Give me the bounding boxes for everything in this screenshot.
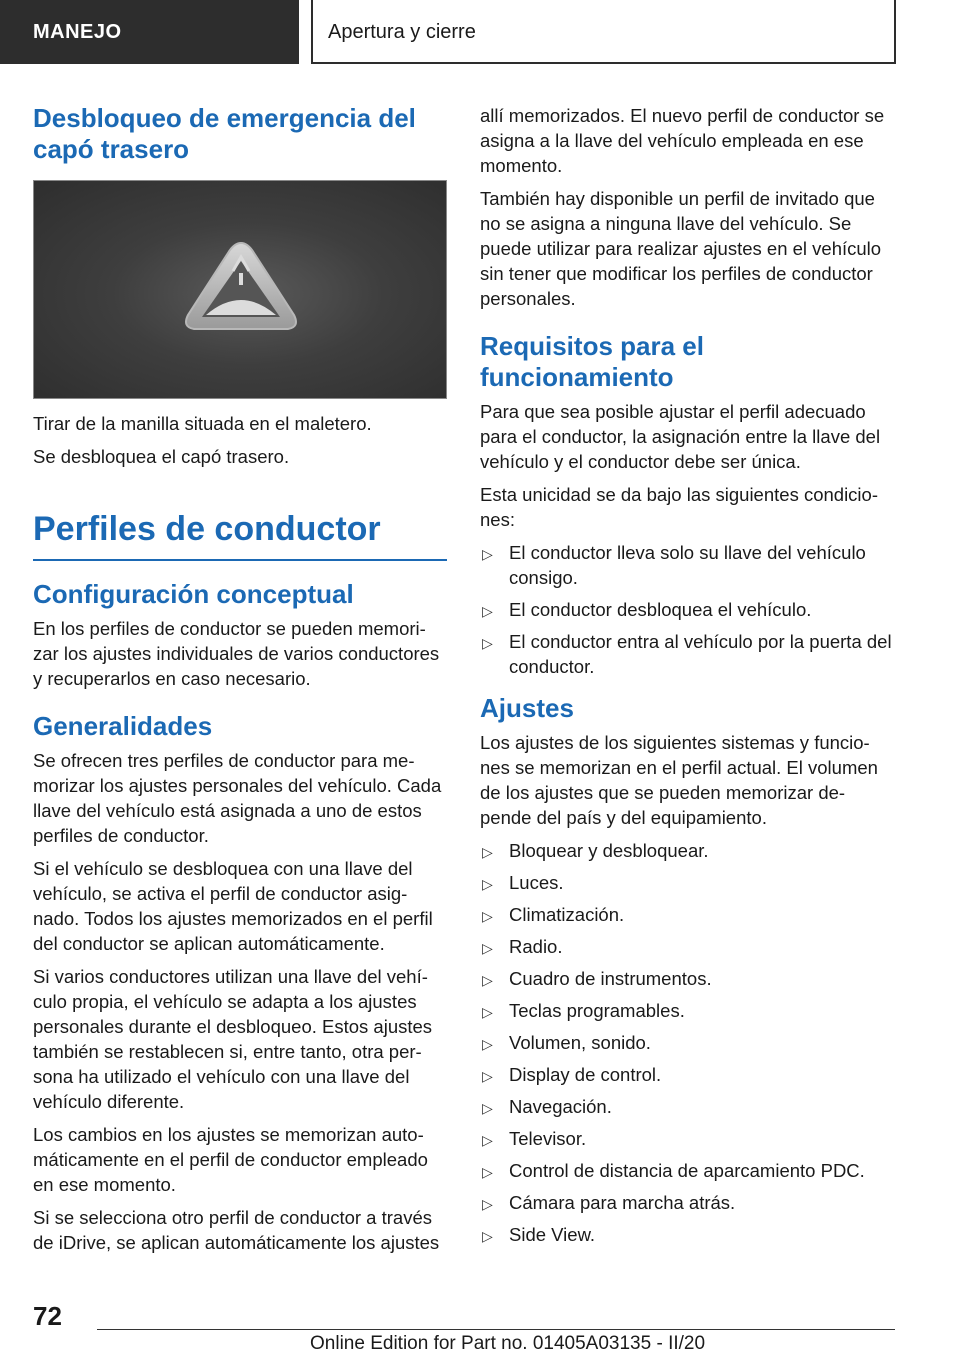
settings-list (480, 838, 894, 1247)
section-tab: MANEJO (0, 0, 299, 64)
triangle-bullet-icon: ▷ (482, 844, 493, 860)
list-item: ▷ Televisor. (480, 1126, 894, 1151)
triangle-bullet-icon: ▷ (482, 603, 493, 619)
heading-driver-profiles: Perfiles de conductor (33, 509, 447, 561)
trunk-release-photo (33, 180, 447, 399)
heading-emergency-release: Desbloqueo de emergencia del capó trasero (33, 103, 416, 164)
paragraph-general-1: Se ofrecen tres perfiles de conductor para me‐morizar los ajustes personales del vehículo. Cada llave del vehículo está asignada a uno de estos perfiles de conductor. (33, 750, 442, 846)
paragraph-emergency-2: Se desbloquea el capó trasero. (33, 446, 290, 467)
paragraph-general-4: Los cambios en los ajustes se memorizan auto‐máticamente en el perfil de conductor empleado en ese momento. (33, 1124, 428, 1195)
triangle-bullet-icon: ▷ (482, 876, 493, 892)
heading-concept: Configuración conceptual (33, 579, 354, 609)
triangle-bullet-icon: ▷ (482, 1036, 493, 1052)
paragraph-settings: Los ajustes de los siguientes sistemas y funcio‐nes se memorizan en el perfil actual. El volumen de los ajustes que se pueden memorizar de‐pende del país y del equipamiento. (480, 732, 878, 828)
list-item: ▷ Bloquear y desbloquear. (480, 838, 894, 863)
paragraph-general-3: Si varios conductores utilizan una llave del vehí‐culo propia, el vehículo se adapta a los ajustes personales durante el desbloqueo. Estos ajustes también se restablecen si, entre tanto, otra per‐sona ha utilizado el vehículo con una llave del vehículo diferente. (33, 966, 433, 1112)
list-item: ▷ Navegación. (480, 1094, 894, 1119)
heading-requirements: Requisitos para el funcionamiento (480, 331, 704, 392)
list-item: ▷ El conductor entra al vehículo por la puerta del conductor. (482, 631, 892, 677)
list-item: ▷ El conductor lleva solo su llave del vehículo consigo. (482, 542, 866, 588)
triangle-bullet-icon: ▷ (482, 1068, 493, 1084)
triangle-bullet-icon: ▷ (482, 546, 493, 562)
heading-general: Generalidades (33, 711, 213, 741)
triangle-bullet-icon: ▷ (482, 1228, 493, 1244)
chapter-title: Apertura y cierre (311, 0, 896, 64)
list-item: ▷ Radio. (480, 934, 894, 959)
triangle-bullet-icon: ▷ (482, 1100, 493, 1116)
list-item: ▷ Teclas programables. (480, 998, 894, 1023)
list-item: ▷ Luces. (480, 870, 894, 895)
paragraph-emergency-1: Tirar de la manilla situada en el maletero. (33, 413, 372, 434)
paragraph-continued-1: allí memorizados. El nuevo perfil de conductor se asigna a la llave del vehículo empleada en ese momento. (480, 105, 885, 176)
paragraph-requirements-2: Esta unicidad se da bajo las siguientes condicio‐nes: (480, 484, 878, 530)
paragraph-requirements-1: Para que sea posible ajustar el perfil adecuado para el conductor, la asignación entre la llave del vehículo y el conductor debe ser única. (480, 401, 881, 472)
edition-footer: Online Edition for Part no. 01405A03135 - II/20 (310, 1333, 706, 1354)
list-item: ▷ Control de distancia de aparcamiento PDC. (480, 1158, 894, 1183)
page-number: 72 (33, 1301, 62, 1331)
triangle-bullet-icon: ▷ (482, 940, 493, 956)
triangle-bullet-icon: ▷ (482, 635, 493, 651)
left-column (33, 103, 447, 1263)
triangle-bullet-icon: ▷ (482, 1164, 493, 1180)
list-item: ▷ Cámara para marcha atrás. (480, 1190, 894, 1215)
paragraph-general-2: Si el vehículo se desbloquea con una llave del vehículo, se activa el perfil de conductor asig‐nado. Todos los ajustes memorizados en el perfil del conductor se aplican automáticamente. (33, 858, 433, 954)
paragraph-concept: En los perfiles de conductor se pueden memori‐zar los ajustes individuales de varios conductores y recuperarlos en caso necesario. (33, 618, 440, 689)
list-item: ▷ El conductor desbloquea el vehículo. (480, 597, 894, 622)
list-item: ▷ Display de control. (480, 1062, 894, 1087)
trunk-release-handle-icon (34, 181, 447, 399)
list-item: ▷ Climatización. (480, 902, 894, 927)
triangle-bullet-icon: ▷ (482, 908, 493, 924)
requirements-list (480, 540, 894, 679)
paragraph-continued-2: También hay disponible un perfil de invitado que no se asigna a ninguna llave del vehículo. Se puede utilizar para realizar ajustes en el vehículo sin tener que modificar los perfiles de conductor personales. (480, 188, 882, 309)
list-item: ▷ Volumen, sonido. (480, 1030, 894, 1055)
triangle-bullet-icon: ▷ (482, 972, 493, 988)
list-item: ▷ Side View. (480, 1222, 894, 1247)
triangle-bullet-icon: ▷ (482, 1196, 493, 1212)
list-item: ▷ Cuadro de instrumentos. (480, 966, 894, 991)
heading-settings: Ajustes (480, 693, 574, 723)
right-column (480, 103, 894, 1255)
triangle-bullet-icon: ▷ (482, 1004, 493, 1020)
paragraph-general-5: Si se selecciona otro perfil de conductor a través de iDrive, se aplican automáticamente los ajustes (33, 1207, 440, 1253)
footer-divider (97, 1329, 895, 1330)
triangle-bullet-icon: ▷ (482, 1132, 493, 1148)
